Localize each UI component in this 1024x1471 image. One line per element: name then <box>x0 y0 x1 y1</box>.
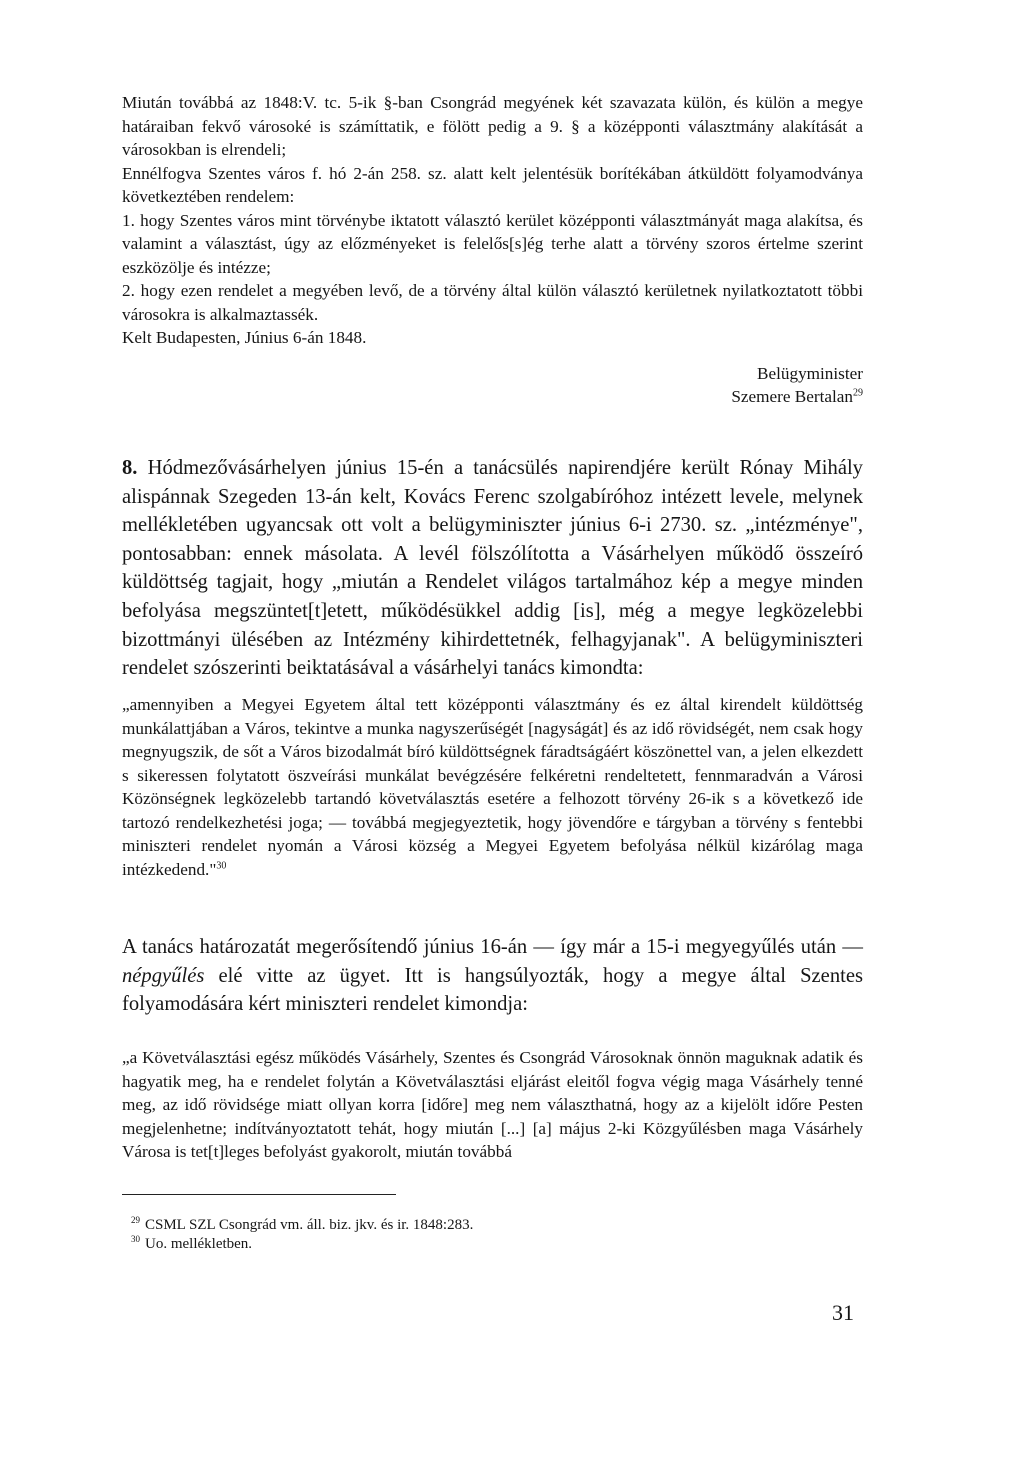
signature-name <box>122 385 863 409</box>
page-number: 31 <box>832 1300 854 1325</box>
footnote-number: 30 <box>131 1234 140 1244</box>
footnote-divider <box>122 1194 396 1195</box>
decree-paragraph-4: 2. hogy ezen rendelet a megyében levő, de a törvény által külön választó kerületnek nyilatkoztatott többi városokra is alkalmaztassék. <box>122 281 863 324</box>
footnote-number: 29 <box>131 1215 140 1225</box>
decree-block <box>122 91 863 409</box>
section-8 <box>122 454 863 683</box>
decree-paragraph-1: Miután továbbá az 1848:V. tc. 5-ik §-ban Csongrád megyének két szavazata külön, és külön a megye határaiban fekvő városoké is számíttatik, e fölött pedig a 9. § a középponti választmány alakítását a városokban is elrendeli; <box>122 93 863 159</box>
decree-paragraph-3: 1. hogy Szentes város mint törvénybe iktatott választó kerület középponti választmányát maga alakítsa, és valamint a választást, úgy az előzményeket is felelős[s]ég terhe alatt a törvény szoros értelme szerint eszközölje és intézze; <box>122 210 863 277</box>
section-number: 8. <box>122 457 138 479</box>
quote-1-text: „amennyiben a Megyei Egyetem által tett középponti választmány és ez által kirendelt küldöttség munkálattjában a Város, tekintve a munka nagyszerűségét [nagyságát] és az idő rövidségét, nem csak hogy megnyugszik, de sőt a Város bizodalmát bíró küldöttségnek fáradtságáért köszönettel van, a jelen elkezdett s sikeressen folytatott öszveírási munkálat bevégzésére felkéretni rendeltetett, fennmaradván a Városi Közönségnek legközelebb tartandó követválasztás esetére a felhozott törvény 26-ik s a következő ide tartozó rendelkezhetési joga; — továbbá megjegyeztetik, hogy jövendőre e tárgyban a törvény s fentebbi miniszteri rendelet nyomán a Városi község a Megyei Egyetem befolyása nélkül kizárólag maga intézkedend." <box>122 695 863 879</box>
decree-paragraph-2: Ennélfogva Szentes város f. hó 2-án 258. sz. alatt kelt jelentésük borítékában átküldött folyamodványa következtében rendelem: <box>122 163 863 206</box>
quote-1 <box>122 693 863 881</box>
signature-title: Belügyminister <box>757 363 863 383</box>
quote-2-text: „a Követválasztási egész működés Vásárhely, Szentes és Csongrád Városoknak önnön maguknak adatik és hagyatik meg, ha e rendelet folytán a Követválasztási eljárást eleitől fogva végig maga Vásárhely tenné meg, az idő rövidsége miatt ollyan korra [időre] meg nem választhatná, hogy az a kijelölt időre Pesten megjelenhetne; indítványoztatott tehát, hogy miután [...] [a] május 2-ki Közgyűlésben maga Vásárhely Városa is tet[t]leges befolyást gyakorolt, miután továbbá <box>122 1048 863 1161</box>
signature-name-text: Szemere Bertalan <box>731 387 853 406</box>
footnote-30 <box>131 1234 253 1253</box>
emphasis-nepgyules: népgyűlés <box>122 964 205 987</box>
footnote-29 <box>131 1215 474 1234</box>
paragraph-2 <box>122 933 863 1019</box>
quote-2 <box>122 1046 863 1164</box>
section-text: Hódmezővásárhelyen június 15-én a tanácsülés napirendjére került Rónay Mihály alispánnak Szegeden 13-án kelt, Kovács Ferenc szolgabíróhoz intézett levele, melynek mellékletében ugyancsak ott volt a belügyminiszter június 6-i 2730. sz. „intézménye", pontosabban: ennek másolata. A levél fölszólította a Vásárhelyen működő összeíró küldöttség tagjait, hogy „miután a Rendelet világos tartalmához kép a megye minden befolyása megszüntet[t]etett, működésükkel addig [is], még a megye legközelebbi bizottmányi ülésében az Intézmény kihirdettetnék, felhagyjanak". A belügyminiszteri rendelet szószerinti beiktatásával a vásárhelyi tanács kimondta: <box>122 457 863 680</box>
paragraph-2-text-a: A tanács határozatát megerősítendő június 16-án — így már a 15-i megyegyűlés után — <box>122 936 863 958</box>
paragraph-2-text-b: elé vitte az ügyet. Itt is hangsúlyozták, hogy a megye által Szentes folyamodására kért miniszteri rendelet kimondja: <box>122 964 863 1016</box>
footnote-ref-30: 30 <box>216 859 227 871</box>
decree-date: Kelt Budapesten, Június 6-án 1848. <box>122 328 367 347</box>
footnote-text: Uo. mellékletben. <box>145 1236 253 1252</box>
footnote-ref-29: 29 <box>853 387 863 399</box>
footnote-text: CSML SZL Csongrád vm. áll. biz. jkv. és ir. 1848:283. <box>145 1217 474 1233</box>
